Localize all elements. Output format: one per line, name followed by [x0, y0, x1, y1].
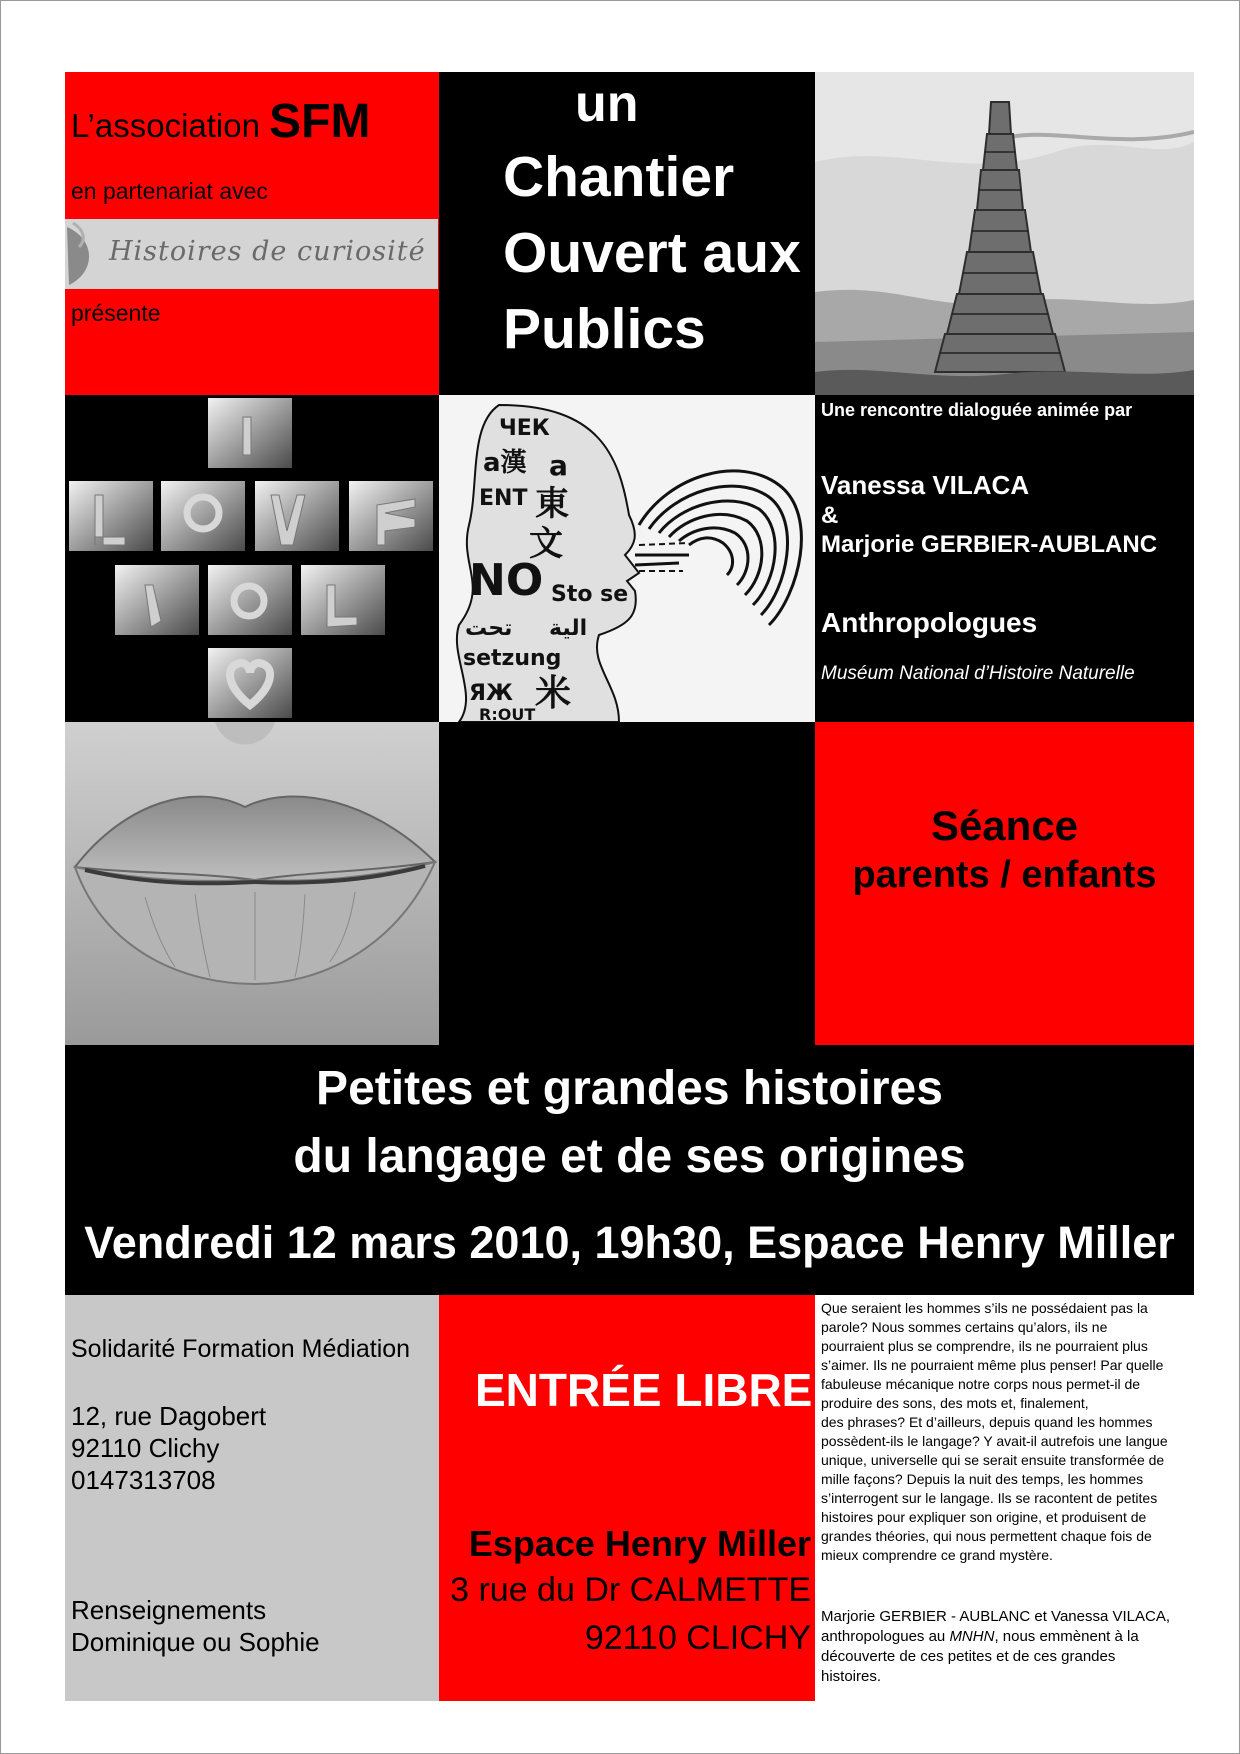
partner-logo [65, 219, 438, 289]
description-line: mille façons? Depuis la nuit des temps, les hommes [821, 1471, 1144, 1487]
leaf-icon [65, 219, 105, 289]
black-spacer-panel [439, 722, 815, 1045]
description-paragraph-1 [821, 1299, 1189, 1565]
organizer-street: 12, rue Dagobert [71, 1401, 267, 1431]
title-line-4: Publics [503, 297, 706, 361]
description-line: parole? Nous sommes certains qu’alors, ils ne [821, 1319, 1108, 1335]
title-panel [439, 72, 815, 395]
svg-text:a: a [549, 449, 568, 482]
description-line: s’aimer. Ils ne pourraient même plus penser! Par quelle [821, 1357, 1164, 1373]
presenters-institution: Muséum National d’Histoire Naturelle [821, 663, 1135, 684]
presenters-ampersand: & [821, 502, 839, 529]
description-line: fabuleuse mécanique notre corps nous permet-il de [821, 1376, 1141, 1392]
association-panel [65, 72, 439, 395]
presenters-intro: Une rencontre dialoguée animée par [821, 400, 1133, 420]
svg-text:setzung: setzung [463, 646, 562, 671]
session-panel [815, 722, 1194, 1045]
description-line: mieux comprendre ce grand mystère. [821, 1547, 1053, 1563]
description-credit-line: anthropologues au MNHN, nous emmènent à la [821, 1628, 1139, 1645]
event-title-line-1: Petites et grandes histoires [316, 1062, 943, 1115]
description-line: Que seraient les hommes s’ils ne possédaient pas la [821, 1300, 1148, 1316]
typographic-head-image [439, 395, 815, 722]
description-line: possèdent-ils le langage? Y avait-il autrefois une langue [821, 1433, 1168, 1449]
presents-text: présente [71, 300, 161, 326]
description-line: des phrases? Et d’ailleurs, depuis quand les hommes [821, 1414, 1153, 1430]
partner-logo-text: Histoires de curiosité [109, 236, 426, 267]
svg-text:تحت: تحت [465, 616, 513, 641]
lips-image [65, 722, 439, 1045]
svg-text:東: 東 [535, 484, 569, 524]
title-line-2: Chantier [503, 145, 735, 209]
svg-text:a漢: a漢 [483, 448, 527, 478]
svg-text:Sto se: Sto se [551, 582, 629, 607]
venue-panel [439, 1295, 815, 1701]
description-line: unique, universelle qui se serait ensuite transformée de [821, 1452, 1165, 1468]
event-banner [65, 1045, 1194, 1295]
presenter-name-1: Vanessa VILACA [821, 470, 1030, 500]
svg-text:الية: الية [549, 616, 588, 641]
session-line-2: parents / enfants [852, 854, 1157, 896]
event-date-line: Vendredi 12 mars 2010, 19h30, Espace Henry Miller [84, 1217, 1175, 1268]
description-credit-line: histoires. [821, 1668, 882, 1685]
description-credit-line: Marjorie GERBIER - AUBLANC et Vanessa VILACA, [821, 1608, 1171, 1625]
info-label: Renseignements [71, 1595, 267, 1625]
organizer-panel [65, 1295, 439, 1701]
description-panel [815, 1295, 1194, 1701]
title-line-1: un [575, 75, 639, 133]
association-prefix: L’association [71, 107, 270, 144]
info-contacts: Dominique ou Sophie [71, 1627, 320, 1657]
description-line: produire des sons, des mots et, finalement, [821, 1395, 1089, 1411]
presenters-panel [815, 395, 1194, 722]
svg-text:ЧЕК: ЧЕК [499, 416, 550, 441]
svg-text:文: 文 [529, 524, 563, 564]
description-paragraph-2 [821, 1607, 1189, 1687]
description-credit-line: découverte de ces petites et de ces grandes [821, 1648, 1116, 1665]
organizer-phone: 0147313708 [71, 1465, 216, 1495]
organizer-name: Solidarité Formation Médiation [71, 1335, 411, 1363]
event-title-line-2: du langage et de ses origines [293, 1130, 966, 1183]
organizer-city: 92110 Clichy [71, 1433, 220, 1463]
title-line-3: Ouvert aux [503, 221, 801, 285]
session-line-1: Séance [930, 802, 1079, 849]
description-line: s’interrogent sur le langage. Ils se racontent de petites [821, 1490, 1158, 1506]
presenter-name-2: Marjorie GERBIER-AUBLANC [821, 531, 1158, 558]
venue-city: 92110 CLICHY [584, 1619, 811, 1657]
svg-text:NO: NO [469, 555, 544, 606]
description-line: histoires pour expliquer son origine, et produisent de [821, 1509, 1147, 1525]
partnership-text: en partenariat avec [71, 178, 268, 204]
association-name: SFM [269, 95, 371, 148]
svg-text:ЯЖ: ЯЖ [469, 681, 513, 706]
presenters-role: Anthropologues [821, 607, 1038, 638]
svg-text:ENT: ENT [479, 486, 528, 511]
svg-text:米: 米 [535, 673, 572, 714]
venue-name: Espace Henry Miller [468, 1523, 811, 1564]
sign-language-image [65, 395, 439, 722]
description-line: pourraient plus se comprendre, ils ne pourraient plus [821, 1338, 1148, 1354]
free-entry: ENTRÉE LIBRE [475, 1364, 813, 1416]
svg-text:R:OUT: R:OUT [479, 705, 536, 722]
description-line: grandes théories, qui nous permettent chaque fois de [821, 1528, 1152, 1544]
venue-street: 3 rue du Dr CALMETTE [450, 1571, 811, 1609]
mnhn-abbrev: MNHN [949, 1628, 995, 1645]
tower-image [815, 72, 1194, 395]
